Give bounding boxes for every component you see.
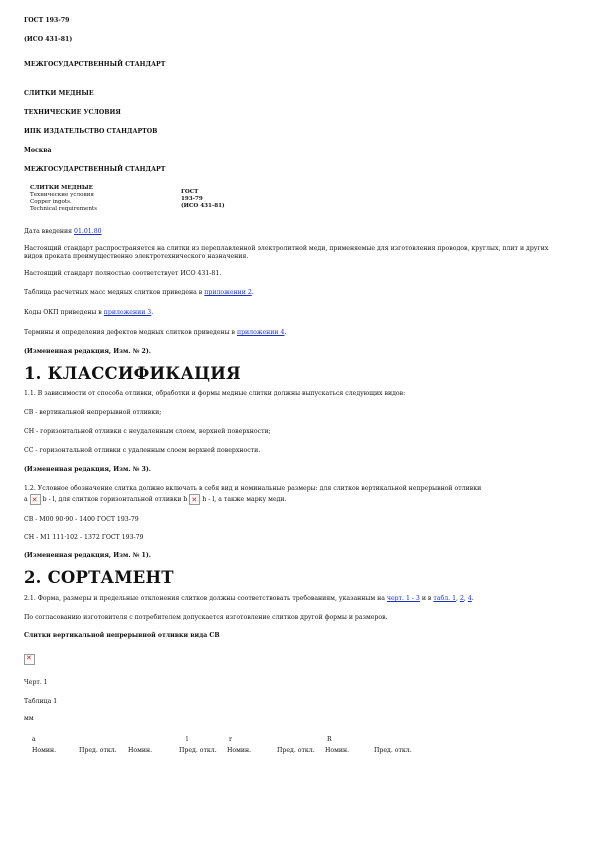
title-block-iso: (ИСО 431-81) <box>181 203 225 209</box>
table-col-nom-4: Номин. <box>325 747 350 754</box>
section-2-p1 <box>24 595 564 603</box>
broken-image-icon: ✕ <box>30 494 41 505</box>
intro-paragraph-5-end: . <box>284 329 287 336</box>
section-2-p2: По согласованию изготовителя с потребителем допускается изготовление слитков другой формы и размеров. <box>24 614 388 621</box>
intro-paragraph-4-end: . <box>151 309 154 316</box>
title-block-line1: Технические условия <box>30 192 94 198</box>
section-2-p3: Слитки вертикальной непрерывной отливки вида СВ <box>24 632 220 639</box>
intro-paragraph-4 <box>24 309 564 317</box>
section-2-p1-text: 2.1. Форма, размеры и предельные отклонения слитков должны соответствовать требованиям, указанным на <box>24 595 387 602</box>
section-1-p4: СС - горизонтальной отливки с удаленным слоем верхней поверхности. <box>24 447 261 454</box>
section-2-p1-end: . <box>471 595 474 602</box>
table-header-l: l <box>186 736 188 743</box>
section-1-p3: СН - горизонтальной отливки с неудаленным слоем, верхней поверхности; <box>24 428 271 435</box>
example-2: СН - М1 111·102 - 1372 ГОСТ 193-79 <box>24 534 144 541</box>
table-col-nom-1: Номин. <box>32 747 57 754</box>
section-1-p5-line2 <box>24 494 564 506</box>
iso-number: (ИСО 431-81) <box>24 36 73 43</box>
section-1-p2: СВ - вертикальной непрерывной отливки; <box>24 409 162 416</box>
section-2-p1-mid: и в <box>419 595 434 602</box>
section-2-p1-sep2: , <box>463 595 468 602</box>
intro-paragraph-3 <box>24 289 564 297</box>
publisher: ИПК ИЗДАТЕЛЬСТВО СТАНДАРТОВ <box>24 128 158 135</box>
table-col-dev-2: Пред. откл. <box>179 747 217 754</box>
section-1-p5-end: h - l, а также марку меди. <box>202 496 287 503</box>
title-block-gost-label: ГОСТ <box>181 189 199 195</box>
date-link[interactable]: 01.01.80 <box>74 228 102 235</box>
table-unit: мм <box>24 715 34 722</box>
table-caption: Таблица 1 <box>24 698 58 705</box>
document <box>24 12 564 762</box>
table-col-dev-3: Пред. откл. <box>277 747 315 754</box>
intro-revision: (Измененная редакция, Изм. № 2). <box>24 348 151 355</box>
table-4-link[interactable]: 4 <box>467 595 472 602</box>
intro-paragraph-3-end: . <box>251 289 254 296</box>
standard-label: МЕЖГОСУДАРСТВЕННЫЙ СТАНДАРТ <box>24 61 166 68</box>
section-1-p5-mid: b - l, для слитков горизонтальной отливки b <box>42 496 188 503</box>
intro-paragraph-2: Настоящий стандарт полностью соответствует ИСО 431-81. <box>24 270 222 277</box>
title-block-gost-number: 193-79 <box>181 196 203 202</box>
appendix-4-link[interactable]: приложении 4 <box>236 329 285 336</box>
broken-image-icon: ✕ <box>189 494 200 505</box>
title-block-line2: Copper ingots. <box>30 199 72 205</box>
section-1-revision-2: (Измененная редакция, Изм. № 1). <box>24 552 151 559</box>
gost-number: ГОСТ 193-79 <box>24 17 70 24</box>
section-1-p5-a: а <box>24 496 28 503</box>
table-2-link[interactable]: 2 <box>459 595 464 602</box>
table-header-R: R <box>327 736 332 743</box>
title-block-title: СЛИТКИ МЕДНЫЕ <box>30 185 93 191</box>
example-1: СВ - М00 90·90 - 1400 ГОСТ 193-79 <box>24 516 139 523</box>
section-2-p1-sep1: , <box>456 595 460 602</box>
section-1-revision-1: (Измененная редакция, Изм. № 3). <box>24 466 151 473</box>
table-header-a: a <box>32 736 36 743</box>
city: Москва <box>24 147 52 154</box>
table-col-dev-4: Пред. откл. <box>374 747 412 754</box>
standard-label-2: МЕЖГОСУДАРСТВЕННЫЙ СТАНДАРТ <box>24 166 166 173</box>
section-2-heading: 2. СОРТАМЕНТ <box>24 568 174 587</box>
section-1-heading: 1. КЛАССИФИКАЦИЯ <box>24 364 241 383</box>
section-1-p5-line1: 1.2. Условное обозначение слитка должно включать в себя вид и номинальные размеры: для слитков вертикальной непрерывной отливки <box>24 485 482 492</box>
table-col-nom-2: Номин. <box>128 747 153 754</box>
intro-paragraph-5-text: Термины и определения дефектов медных слитков приведены в <box>24 329 237 336</box>
doc-subtitle: ТЕХНИЧЕСКИЕ УСЛОВИЯ <box>24 109 121 116</box>
appendix-3-link[interactable]: приложении 3 <box>103 309 152 316</box>
intro-paragraph-1: Настоящий стандарт распространяется на слитки из переплавленной электролитной меди, применяемые для изготовления проводов, круглых, плит и других видов проката преимущественно электротехнического назначения. <box>24 245 549 260</box>
broken-image-icon: ✕ <box>24 654 35 665</box>
table-col-dev-1: Пред. откл. <box>79 747 117 754</box>
title-block-line3: Technical requirements <box>30 206 98 212</box>
table-1-link[interactable]: табл. 1 <box>433 595 457 602</box>
title-block <box>24 185 564 225</box>
intro-date <box>24 228 564 236</box>
doc-title: СЛИТКИ МЕДНЫЕ <box>24 90 94 97</box>
date-label: Дата введения <box>24 228 75 235</box>
table-1 <box>24 732 564 762</box>
intro-paragraph-3-text: Таблица расчетных масс медных слитков приведена в <box>24 289 205 296</box>
table-col-nom-3: Номин. <box>227 747 252 754</box>
intro-paragraph-4-text: Коды ОКП приведены в <box>24 309 104 316</box>
appendix-2-link[interactable]: приложении 2 <box>204 289 252 296</box>
table-header-r: r <box>229 736 232 743</box>
figure-placeholder <box>24 649 564 668</box>
intro-paragraph-5 <box>24 329 564 337</box>
fig-1-3-link[interactable]: черт. 1 - 3 <box>386 595 420 602</box>
section-1-p1: 1.1. В зависимости от способа отливки, обработки и формы медные слитки должны выпускаться следующих видов: <box>24 390 406 397</box>
figure-caption: Черт. 1 <box>24 679 48 686</box>
